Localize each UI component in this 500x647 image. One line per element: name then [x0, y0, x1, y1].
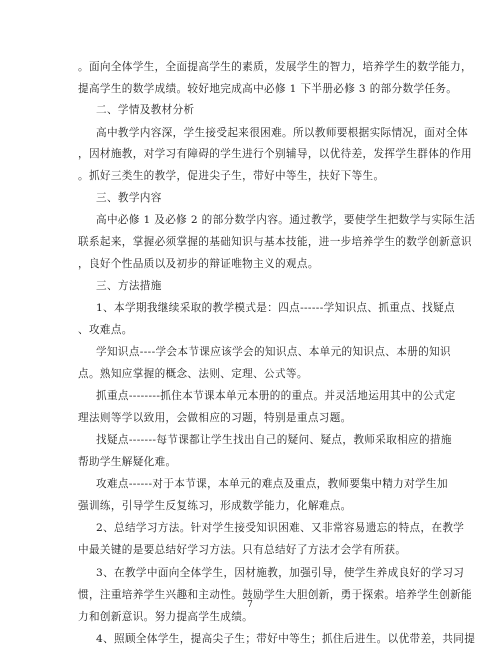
section-heading: 三、方法措施	[96, 280, 162, 292]
text-line: 抓重点--------抓住本节课本单元本册的的重点。并灵活地运用其中的公式定	[96, 390, 456, 402]
text-line: 。面向全体学生，全面提高学生的素质，发展学生的智力，培养学生的数学能力，	[78, 61, 472, 73]
text-line: 帮助学生解疑化难。	[78, 456, 177, 468]
text-line: 2、总结学习方法。针对学生接受知识困难、又非常容易遗忘的特点，在教学	[96, 522, 465, 534]
text-line: 强训练，引导学生反复练习，形成数学能力，化解难点。	[78, 500, 352, 512]
text-line: ，良好个性品质以及初步的辩证唯物主义的观点。	[78, 258, 319, 270]
text-line: 1、本学期我继续采取的教学模式是：四点------学知识点、抓重点、找疑点	[96, 302, 455, 314]
page-number: 7	[247, 600, 253, 610]
text-line: 攻难点------对于本节课，本单元的难点及重点，教师要集中精力对学生加	[96, 478, 448, 490]
text-line: 理法则等学以致用，会做相应的习题，特别是重点习题。	[78, 412, 352, 424]
text-line: 高中必修 1 及必修 2 的部分数学内容。通过教学，要使学生把数学与实际生活	[96, 214, 476, 226]
text-line: 3、在教学中面向全体学生，因材施教，加强引导，使学生养成良好的学习习	[96, 567, 465, 579]
text-line: 力和创新意识。努力提高学生成绩。	[78, 611, 254, 623]
text-line: 高中教学内容深，学生接受起来很困难。所以教师要根据实际情况，面对全体	[96, 127, 469, 139]
section-heading: 二、学情及教材分析	[96, 104, 195, 116]
text-line: 、攻难点。	[78, 324, 133, 336]
text-line: 联系起来，掌握必须掌握的基础知识与基本技能，进一步培养学生的数学创新意识	[78, 236, 472, 248]
text-line: 学知识点----学会本节课应该学会的知识点、本单元的知识点、本册的知识	[96, 346, 451, 358]
text-line: 提高学生的数学成绩。较好地完成高中必修 1 下半册必修 3 的部分数学任务。	[78, 83, 458, 95]
text-line: 找疑点-------每节课都让学生找出自己的疑问、疑点，教师采取相应的措施	[96, 434, 452, 446]
text-line: 点。熟知应掌握的概念、法则、定理、公式等。	[78, 368, 308, 380]
text-line: 4、照顾全体学生，提高尖子生；带好中等生；抓住后进生。以优带差，共同提	[96, 633, 476, 645]
text-line: 。抓好三类生的教学，促进尖子生，带好中等生，扶好下等生。	[78, 170, 385, 182]
text-line: 惯，注重培养学生兴趣和主动性。鼓励学生大胆创新，勇于探索。培养学生创新能	[78, 589, 472, 601]
section-heading: 三、教学内容	[96, 192, 162, 204]
text-line: 中最关键的是要总结好学习方法。只有总结好了方法才会学有所获。	[78, 544, 407, 556]
text-line: ，因材施教，对学习有障碍的学生进行个别辅导，以优待差，发挥学生群体的作用	[78, 148, 472, 160]
